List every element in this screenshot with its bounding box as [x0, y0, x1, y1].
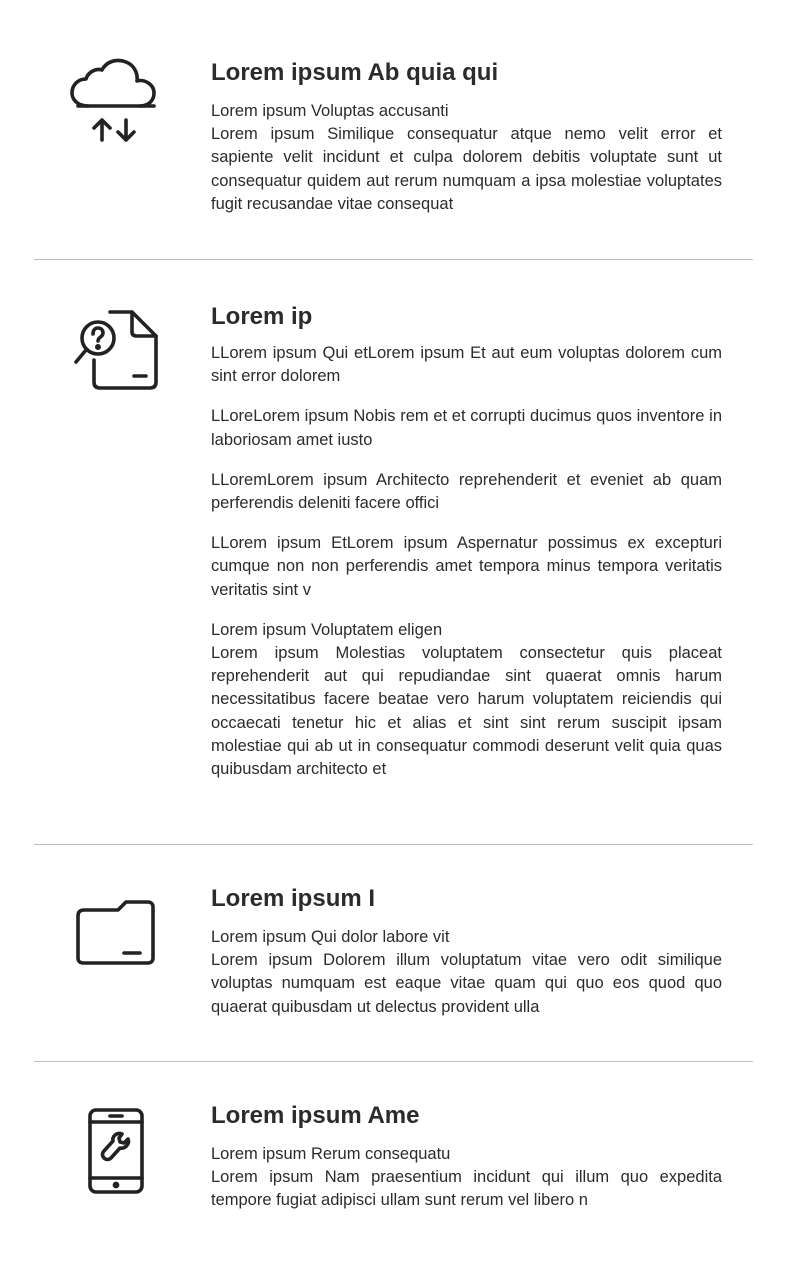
section-title: Lorem ipsum Ab quia qui [211, 59, 499, 86]
section-paragraph [211, 1143, 722, 1213]
section-paragraph: LLorem ipsum Qui etLorem ipsum Et aut eum voluptas dolorem cum sint error dolorem [211, 344, 722, 386]
paragraph-text: Lorem ipsum Molestias voluptatem consectetur quis placeat reprehenderit aut qui repudiandae sint quaerat omnis harum necessitatibus facere beatae vero harum voluptatem reiciendis qui occaecati tenetur hic et alias et sint sint rerum suscipit ipsam molestiae qui ab ut in consequatur commodi deserunt velit quia quas quibusdam architecto et [211, 644, 722, 779]
paragraph-text: Lorem ipsum Similique consequatur atque nemo velit error et sapiente velit incidunt et culpa dolorem debitis voluptate sunt ut consequatur quidem aut rerum numquam a ipsa molestiae voluptates fugit recusandae vitae consequat [211, 125, 722, 213]
section-paragraph: LLoremLorem ipsum Architecto reprehenderit et eveniet ab quam perferendis deleniti facere offici [211, 470, 722, 513]
section-title: Lorem ipsum I [211, 885, 376, 912]
section-divider [34, 259, 753, 260]
paragraph-lead: Lorem ipsum Rerum consequatu [211, 1145, 451, 1163]
section-divider [34, 844, 753, 845]
section-paragraph: LLorem ipsum EtLorem ipsum Aspernatur possimus ex excepturi cumque non non perferendis amet tempora minus tempora veritatis veritatis sint v [211, 534, 722, 599]
cloud-sync-icon [64, 50, 168, 154]
paragraph-lead: Lorem ipsum Voluptatem eligen [211, 620, 443, 639]
section-title: Lorem ip [211, 303, 313, 330]
section-paragraph [211, 100, 722, 216]
paragraph-lead: Lorem ipsum Voluptas accusanti [211, 102, 449, 120]
section-paragraph: LLoreLorem ipsum Nobis rem et et corrupti ducimus quos inventore in laboriosam amet iusto [211, 407, 722, 449]
document-question-icon [64, 296, 168, 400]
section-paragraph [211, 926, 722, 1019]
paragraph-text: Lorem ipsum Dolorem illum voluptatum vitae vero odit similique voluptas numquam est eaque vitae quam qui quo eos quod quo quaerat quibusdam ut delectus provident ulla [211, 951, 722, 1016]
paragraph-text: Lorem ipsum Nam praesentium incidunt qui illum quo expedita tempore fugiat adipisci ullam sunt rerum vel libero n [211, 1168, 722, 1210]
section-paragraph [211, 619, 722, 781]
section-divider [34, 1061, 753, 1062]
section-title: Lorem ipsum Ame [211, 1102, 420, 1129]
folder-icon [64, 880, 168, 984]
paragraph-lead: Lorem ipsum Qui dolor labore vit [211, 928, 450, 946]
phone-wrench-icon [64, 1098, 168, 1202]
